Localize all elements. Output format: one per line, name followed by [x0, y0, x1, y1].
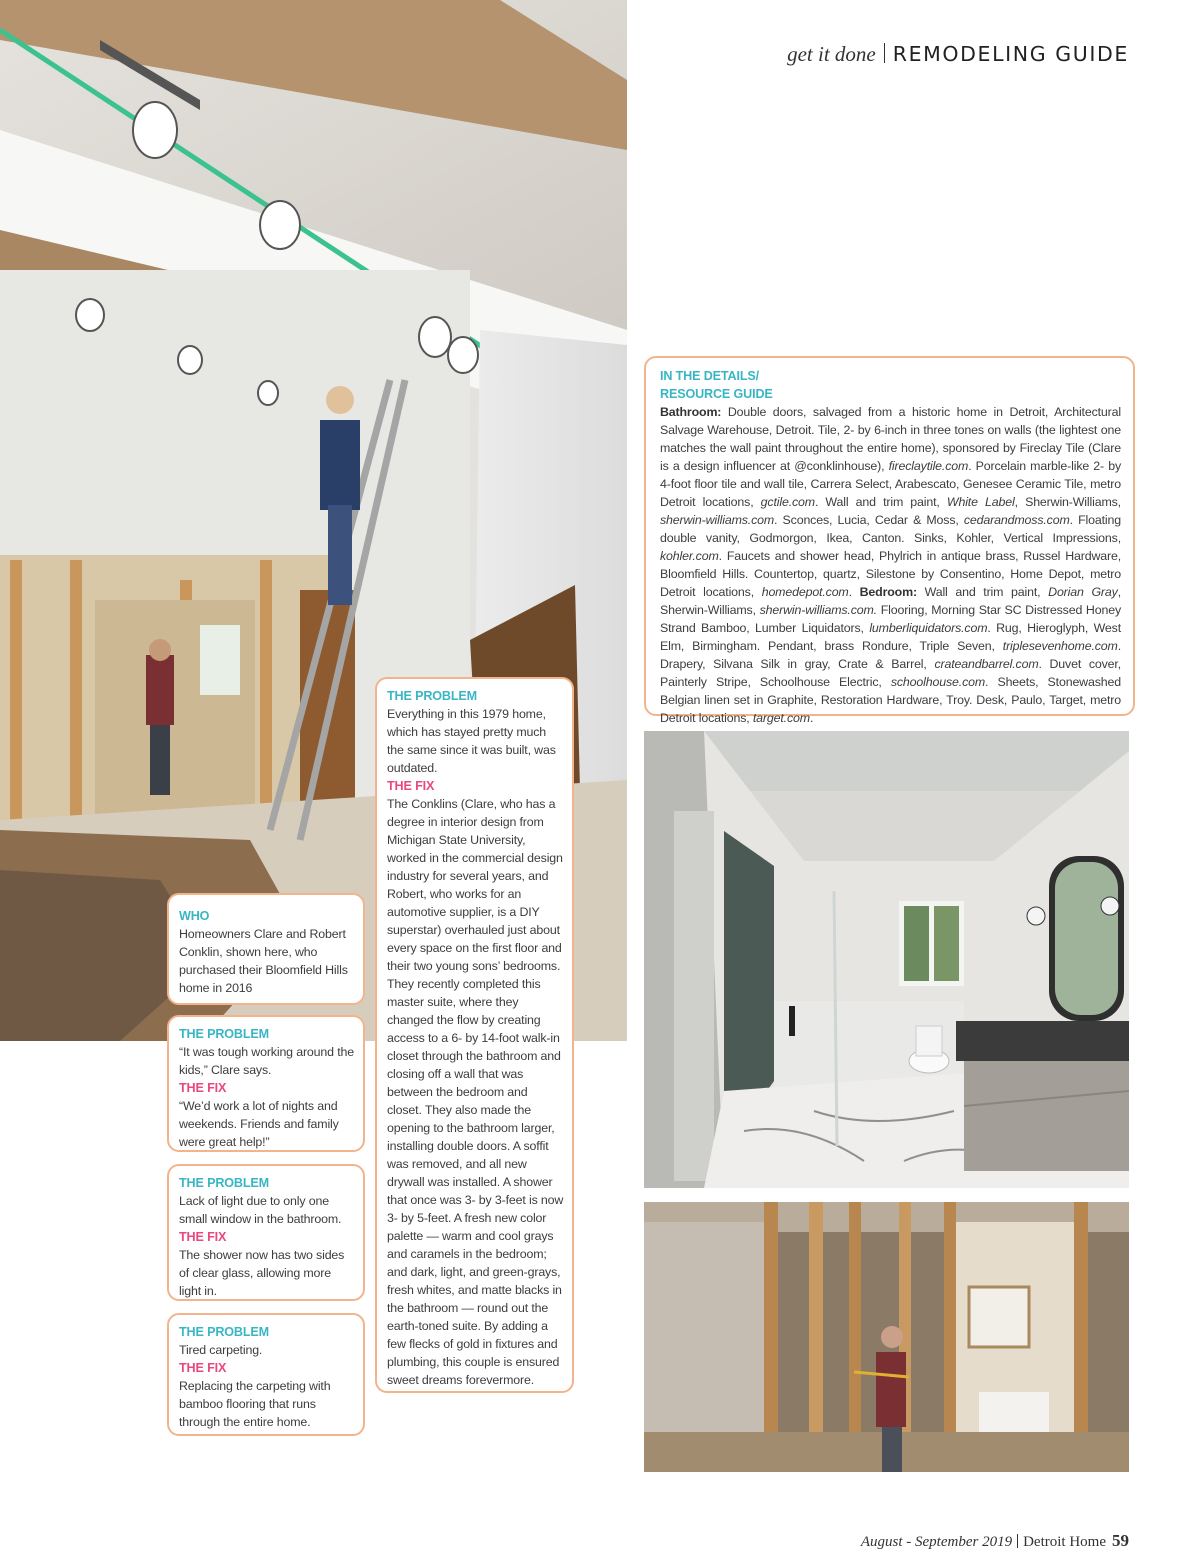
resource-heading-2: RESOURCE GUIDE	[660, 387, 773, 401]
resource-text: .	[848, 585, 860, 599]
problem-text: Everything in this 1979 home, which has stayed pretty much the same since it was built, was outdated.	[387, 707, 556, 775]
resource-link-text: target.com	[752, 711, 810, 725]
issue-date: August - September 2019	[860, 1534, 1013, 1550]
resource-link-text: gctile.com	[760, 495, 815, 509]
problem-text: Lack of light due to only one small window in the bathroom.	[179, 1194, 342, 1226]
problem-text: Tired carpeting.	[179, 1343, 263, 1357]
footer-divider	[1017, 1534, 1018, 1548]
page-header	[787, 42, 1129, 67]
fix-heading: THE FIX	[179, 1081, 227, 1095]
problem-heading: THE PROBLEM	[179, 1027, 270, 1041]
resource-text: , Sherwin-Williams,	[1014, 495, 1121, 509]
resource-link-text: kohler.com	[660, 549, 719, 563]
resource-text: . Sheets, Stonewashed Belgian linen set in Graphite, Restoration Hardware, Troy. Desk, Paulo, Target, metro Detroit locations,	[660, 675, 1121, 725]
resource-link-text: triplesevenhome.com	[1002, 639, 1118, 653]
resource-link-text: Dorian Gray	[1048, 585, 1118, 599]
resource-list	[660, 403, 1121, 727]
resource-text: Wall and trim paint,	[916, 585, 1049, 599]
fix-text: Replacing the carpeting with bamboo flooring that runs through the entire home.	[179, 1379, 331, 1429]
magazine-name: Detroit Home	[1023, 1534, 1106, 1550]
resource-text: . Floating double vanity, Godmorgon, Ikea, Canton. Sinks, Kohler, Vertical Impressions,	[660, 513, 1121, 545]
resource-guide-box	[644, 356, 1135, 725]
resource-text: Flooring, Morning Star SC Distressed Honey Strand Bamboo, Lumber Liquidators,	[660, 603, 1121, 635]
who-text: Homeowners Clare and Robert Conklin, shown here, who purchased their Bloomfield Hills home in 2016	[179, 927, 348, 995]
resource-text: . Wall and trim paint,	[814, 495, 947, 509]
section-title: REMODELING GUIDE	[892, 42, 1129, 66]
problem-heading: THE PROBLEM	[179, 1325, 270, 1339]
resource-link-text: fireclaytile.com	[888, 459, 969, 473]
fix-heading: THE FIX	[387, 779, 435, 793]
resource-link-text: schoolhouse.com	[890, 675, 986, 689]
resource-text: . Sconces, Lucia, Cedar & Moss,	[774, 513, 964, 527]
resource-link-text: sherwin-williams.com.	[759, 603, 877, 617]
side-problem-fix-box	[167, 1015, 365, 1152]
fix-text: The shower now has two sides of clear glass, allowing more light in.	[179, 1248, 345, 1298]
resource-category: Bedroom:	[859, 585, 917, 599]
page-footer	[861, 1531, 1129, 1551]
fix-heading: THE FIX	[179, 1230, 227, 1244]
problem-text: “It was tough working around the kids,” Clare says.	[179, 1045, 354, 1077]
main-problem-fix-box	[375, 677, 574, 1393]
fix-heading: THE FIX	[179, 1361, 227, 1375]
side-problem-fix-box	[167, 1164, 365, 1301]
resource-heading-1: IN THE DETAILS/	[660, 369, 759, 383]
resource-text: Double doors, salvaged from a historic home in Detroit, Architectural Salvage Warehouse, Detroit. Tile, 2- by 6-inch in three tones on walls (the lightest one matches the wall paint throughout the entire home), sponsored by Fireclay Tile (Clare is a design influencer at @conklinhouse),	[660, 405, 1121, 473]
section-kicker: get it done	[787, 42, 876, 66]
resource-text: . Drapery, Silvana Silk in gray, Crate & Barrel,	[660, 639, 1121, 671]
who-heading: WHO	[179, 909, 210, 923]
who-box	[167, 893, 365, 1005]
resource-link-text: sherwin-williams.com	[660, 513, 775, 527]
resource-link-text: lumberliquidators.com	[869, 621, 988, 635]
problem-heading: THE PROBLEM	[179, 1176, 270, 1190]
fix-text: “We’d work a lot of nights and weekends. Friends and family were great help!”	[179, 1099, 339, 1149]
resource-text: , Sherwin-Williams,	[660, 585, 1121, 617]
resource-text: . Duvet cover, Painterly Stripe, Schoolhouse Electric,	[660, 657, 1122, 689]
page-number: 59	[1112, 1531, 1129, 1550]
problem-heading: THE PROBLEM	[387, 689, 478, 703]
resource-link-text: homedepot.com	[761, 585, 849, 599]
resource-text: .	[809, 711, 814, 725]
resource-text: . Faucets and shower head, Phylrich in antique brass, Russel Hardware, Bloomfield Hills. Countertop, quartz, Silestone by Consentino, Home Depot, metro Detroit locations,	[660, 549, 1121, 599]
resource-text: . Rug, Hieroglyph, West Elm, Birmingham. Pendant, brass Rondure, Triple Seven,	[660, 621, 1121, 653]
side-problem-fix-box	[167, 1313, 365, 1436]
bathroom-photo	[644, 731, 1129, 1188]
fix-text: The Conklins (Clare, who has a degree in interior design from Michigan State University, worked in the commercial design industry for several years, and Robert, who works for an automotive supplier, is a DIY superstar) overhauled just about every space on the first floor and their two young sons’ bedrooms. They recently completed this master suite, where they changed the flow by creating access to a 6- by 14-foot walk-in closet through the bathroom and closing off a wall that was between the bedroom and closet. They also made the opening to the bathroom larger, installing double doors. A soffit was removed, and all new drywall was installed. A shower that once was 3- by 3-feet is now 3- by 5-feet. A fresh new color palette — warm and cool grays and caramels in the bedroom; and dark, light, and green-grays, fresh whites, and matte blacks in the bathroom — round out the earth-toned suite. By adding a few flecks of gold in fixtures and plumbing, this couple is ensured sweet dreams forevermore.	[387, 797, 564, 1387]
resource-category: Bathroom:	[660, 405, 722, 419]
resource-text: . Porcelain marble-like 2- by 4-foot floor tile and wall tile, Carrera Select, Arabescato, Genesee Ceramic Tile, metro Detroit locations,	[660, 459, 1121, 509]
header-divider	[884, 43, 885, 63]
resource-link-text: White Label	[946, 495, 1015, 509]
resource-link-text: cedarandmoss.com	[963, 513, 1070, 527]
framing-photo	[644, 1202, 1129, 1472]
resource-link-text: crateandbarrel.com	[934, 657, 1039, 671]
